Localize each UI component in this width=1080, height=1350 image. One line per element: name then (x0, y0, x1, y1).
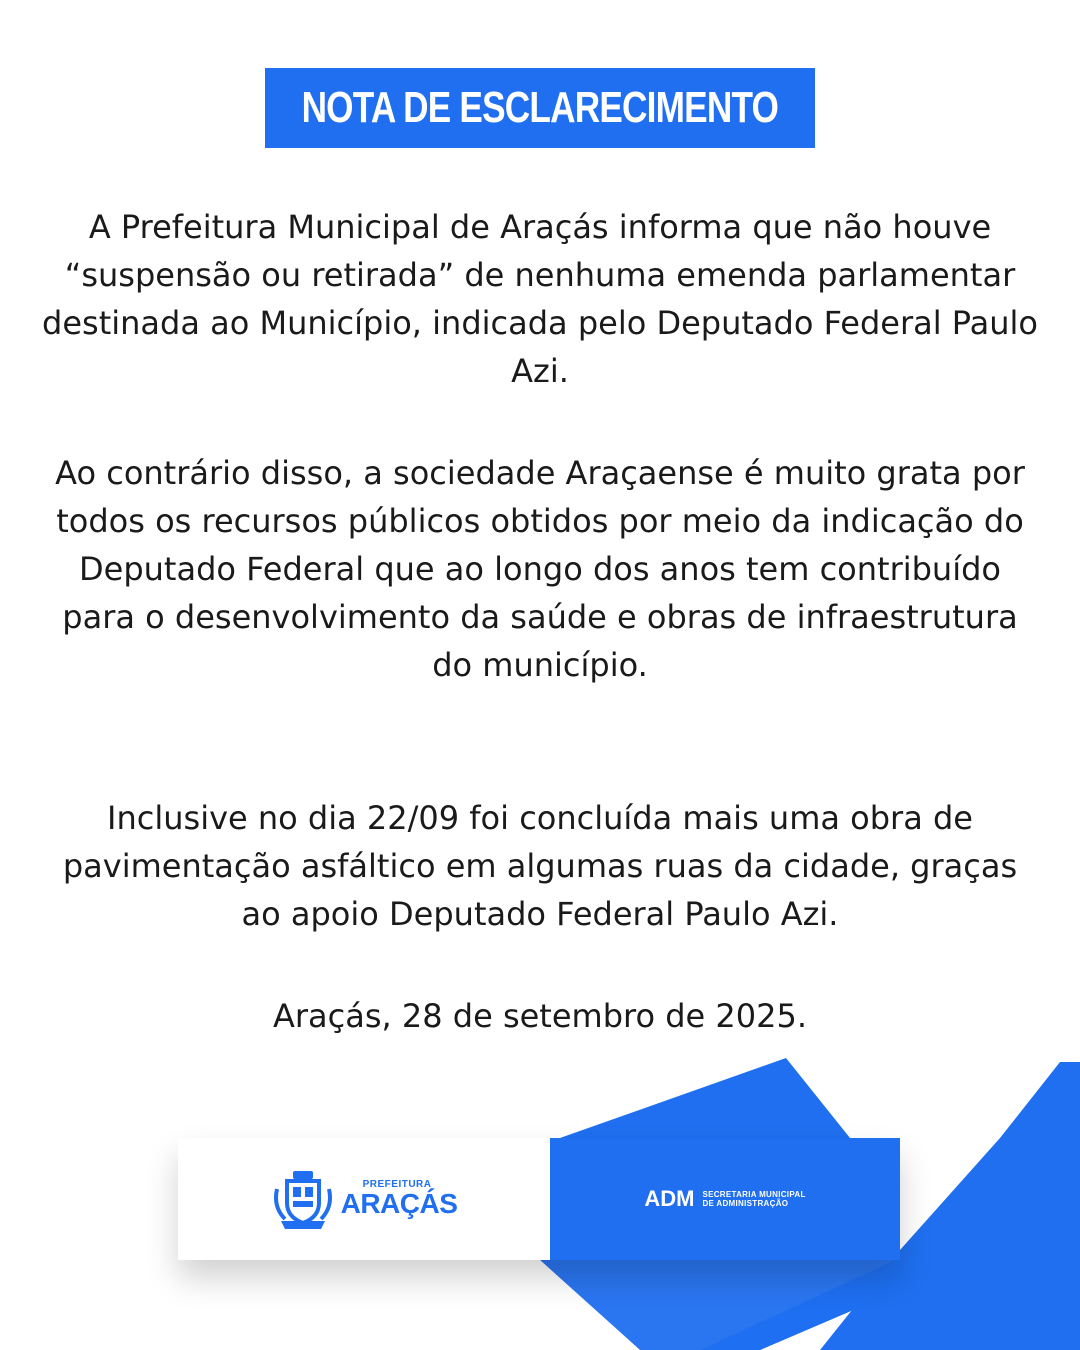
adm-logo-text: ADM (644, 1186, 695, 1211)
title-banner (265, 68, 815, 148)
secretaria-line-1: SECRETARIA MUNICIPAL (702, 1190, 806, 1199)
coat-of-arms-icon (271, 1167, 335, 1231)
prefeitura-label: PREFEITURA (362, 1179, 432, 1190)
prefeitura-logo-area (178, 1138, 550, 1260)
decor-bottom-shape (700, 1258, 900, 1350)
paragraph-3: Inclusive no dia 22/09 foi concluída mais uma obra de pavimentação asfáltico em algumas ruas da cidade, graças ao apoio Deputado Federal Paulo Azi. (62, 799, 1018, 933)
secretaria-label (702, 1190, 805, 1208)
secretaria-line-2: DE ADMINISTRAÇÃO (702, 1199, 789, 1208)
page-title: NOTA DE ESCLARECIMENTO (301, 83, 779, 132)
secretaria-logo-area (550, 1138, 900, 1260)
footer-banner (178, 1138, 900, 1260)
prefeitura-logo (271, 1167, 458, 1231)
paragraph-1: A Prefeitura Municipal de Araçás informa que não houve “suspensão ou retirada” de nenhuma emenda parlamentar destinada ao Município, indicada pelo Deputado Federal Paulo Azi. (42, 208, 1038, 390)
paragraph-2: Ao contrário disso, a sociedade Araçaense é muito grata por todos os recursos públicos obtidos por meio da indicação do Deputado Federal que ao longo dos anos tem contribuído para o desenvolvimento da saúde e obras de infraestrutura do município. (55, 454, 1025, 684)
decor-left-shape (560, 1058, 850, 1138)
decor-under-banner (540, 1260, 900, 1350)
municipality-name: ARAÇÁS (340, 1188, 458, 1219)
date-line: Araçás, 28 de setembro de 2025. (273, 997, 807, 1035)
